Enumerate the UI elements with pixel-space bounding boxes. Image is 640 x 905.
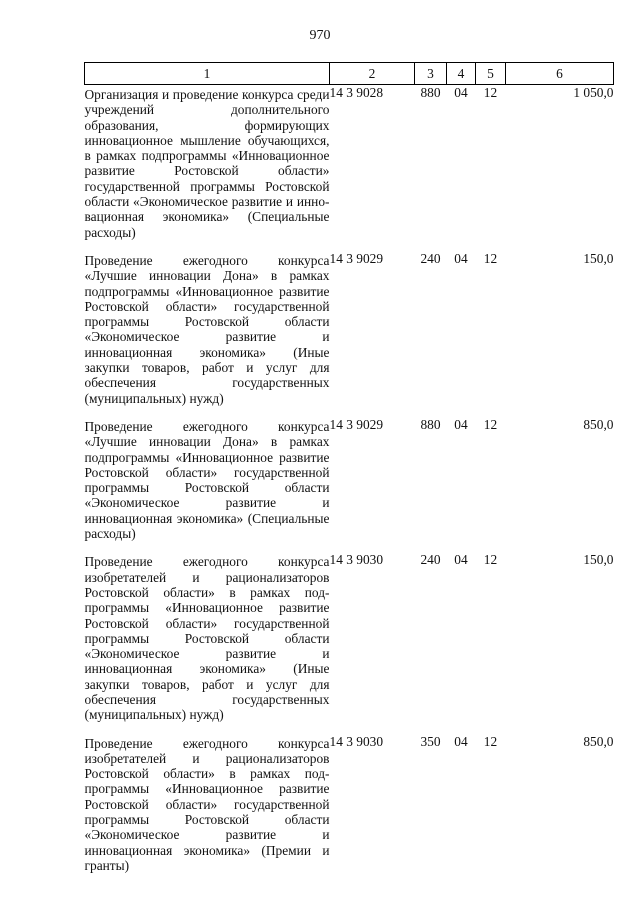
amount-value: 850,0 bbox=[583, 416, 614, 432]
subsection-code: 12 bbox=[483, 85, 498, 100]
amount-value: 150,0 bbox=[583, 552, 614, 568]
row-description-cell bbox=[85, 85, 330, 251]
row-description: Проведение ежегодного конкурса изобретателей и рационализаторов Ростовской области» в рамках подпрограммы «Инновационное развитие Ростовской области» государственной программы Ростовской области «Экономическое развитие и инновационная экономика» (Иные закупки товаров, работ и услуг для обеспечения государственных (муниципальных) нужд) bbox=[84, 554, 330, 723]
subsection-code: 12 bbox=[483, 416, 498, 432]
expense-type-code: 240 bbox=[420, 552, 441, 568]
subsection-code: 12 bbox=[483, 733, 498, 749]
column-header-3: 3 bbox=[415, 63, 447, 85]
column-header-1: 1 bbox=[85, 63, 330, 85]
expense-type-code: 880 bbox=[420, 416, 441, 432]
amount-value: 1 050,0 bbox=[573, 85, 614, 100]
column-header-2: 2 bbox=[330, 63, 415, 85]
table-row bbox=[85, 734, 614, 885]
expense-type-code: 880 bbox=[420, 85, 441, 100]
column-header-6: 6 bbox=[506, 63, 614, 85]
row-description-cell bbox=[85, 734, 330, 885]
section-code: 04 bbox=[454, 250, 468, 266]
subsection-code: 12 bbox=[483, 552, 498, 568]
section-code: 04 bbox=[454, 85, 468, 100]
amount-value: 850,0 bbox=[583, 733, 614, 749]
row-description-cell bbox=[85, 552, 330, 733]
row-description: Проведение ежегодного конкурса изобретателей и рационализаторов Ростовской области» в рамках подпрограммы «Инновационное развитие Ростовской области» государственной программы Ростовской области «Экономическое развитие и инновационная экономика» (Премии и гранты) bbox=[84, 735, 330, 873]
table-row bbox=[85, 552, 614, 733]
row-description: Проведение ежегодного конкурса «Лучшие инновации Дона» в рамках подпрограммы «Инновационное развитие Ростовской области» государственной программы Ростовской области «Экономическое развитие и инновационная экономика» (Специальные расходы) bbox=[84, 418, 330, 542]
target-article-code: 14 3 9029 bbox=[329, 250, 384, 266]
column-header-5: 5 bbox=[476, 63, 506, 85]
expense-type-code: 240 bbox=[420, 250, 441, 266]
table-header-row bbox=[85, 63, 614, 85]
section-code: 04 bbox=[454, 733, 468, 749]
table-row bbox=[85, 251, 614, 417]
table-row bbox=[85, 85, 614, 251]
page-number: 970 bbox=[309, 28, 331, 43]
column-header-4: 4 bbox=[447, 63, 476, 85]
row-description: Проведение ежегодного конкурса «Лучшие инновации Дона» в рамках подпрограммы «Инновационное развитие Ростовской области» государственной программы Ростовской области «Экономическое развитие и инновационная экономика» (Иные закупки товаров, работ и услуг для обеспечения государственных (муниципальных) нужд) bbox=[84, 252, 330, 406]
target-article-code: 14 3 9028 bbox=[329, 85, 384, 100]
target-article-code: 14 3 9029 bbox=[329, 416, 384, 432]
target-article-code: 14 3 9030 bbox=[329, 552, 384, 568]
section-code: 04 bbox=[454, 552, 468, 568]
target-article-code: 14 3 9030 bbox=[329, 733, 384, 749]
table-row bbox=[85, 417, 614, 552]
budget-table bbox=[84, 62, 614, 884]
expense-type-code: 350 bbox=[420, 733, 441, 749]
row-description-cell bbox=[85, 251, 330, 417]
row-description-cell bbox=[85, 417, 330, 552]
amount-value: 150,0 bbox=[583, 250, 614, 266]
subsection-code: 12 bbox=[483, 250, 498, 266]
section-code: 04 bbox=[454, 416, 468, 432]
row-description: Организация и проведение конкурса среди учреждений дополнительного образования, формирующих инновационное мышление обучающихся, в рамках подпрограммы «Инновационное развитие Ростовской области» государственной программы Ростовской области «Экономическое развитие и инновационная экономика» (Специальные расходы) bbox=[84, 87, 330, 240]
